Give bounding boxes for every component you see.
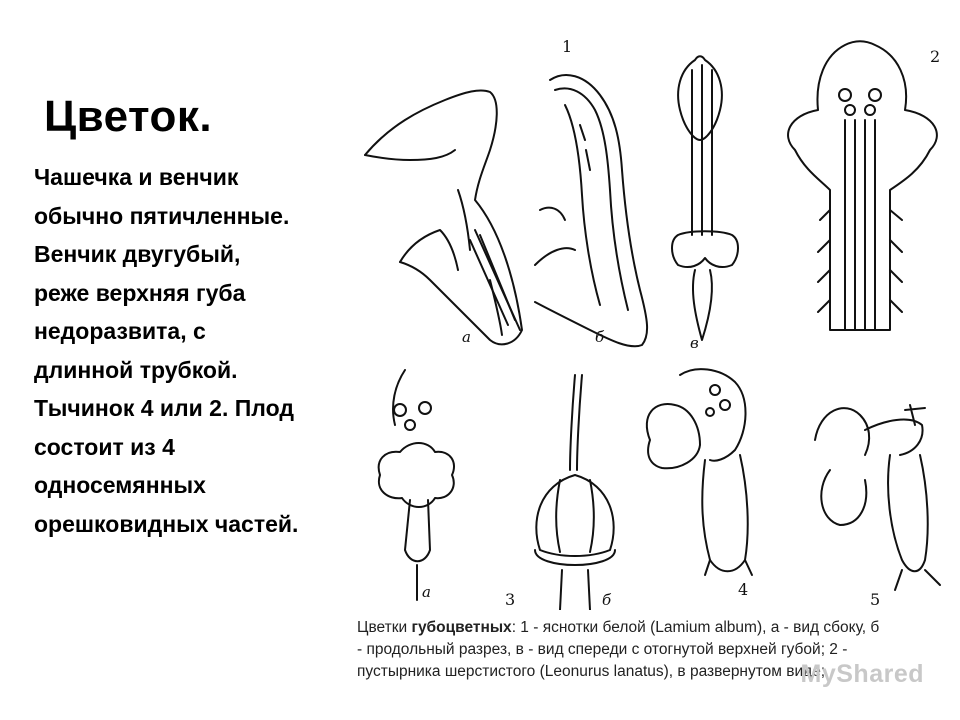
figure-number-2: 2 bbox=[930, 47, 941, 66]
fruit-3b bbox=[535, 375, 615, 610]
body-line: Венчик двугубый, bbox=[34, 241, 241, 267]
flower-4 bbox=[647, 369, 752, 575]
figure-number-3: 3 bbox=[505, 590, 516, 609]
body-line: орешковидных частей. bbox=[34, 510, 299, 537]
slide-title: Цветок. bbox=[44, 92, 213, 141]
body-line: Чашечка и венчик bbox=[34, 164, 239, 190]
figure-label-a-top: а bbox=[462, 328, 471, 346]
flower-3a bbox=[379, 370, 454, 600]
flower-1b-section bbox=[535, 75, 647, 346]
caption-line-3: пустырника шерстистого (Leonurus lanatus), в развернутом виде; bbox=[357, 663, 826, 680]
caption-line-1-rest: : 1 - яснотки белой (Lamium album), а - вид сбоку, б bbox=[511, 619, 880, 636]
figure-label-a-bottom: а bbox=[422, 583, 431, 601]
flower-illustration bbox=[350, 30, 960, 610]
slide-body-text bbox=[34, 158, 364, 543]
body-line: длинной трубкой. bbox=[34, 356, 238, 383]
body-line: реже верхняя губа bbox=[34, 279, 246, 306]
caption-line-2: - продольный разрез, в - вид спереди с отогнутой верхней губой; 2 - bbox=[357, 641, 848, 658]
caption-bold-term: губоцветных bbox=[411, 619, 512, 636]
figure-label-b-bottom: б bbox=[602, 591, 612, 609]
flower-1v-front-view bbox=[672, 56, 738, 340]
body-line: односемянных bbox=[34, 472, 206, 498]
body-line: недоразвита, с bbox=[34, 318, 206, 344]
flower-5 bbox=[815, 405, 940, 590]
flower-2-spread bbox=[788, 41, 937, 330]
figure-number-1: 1 bbox=[562, 37, 573, 56]
figure-number-4: 4 bbox=[738, 580, 749, 599]
caption-line-1 bbox=[357, 617, 957, 639]
watermark: MyShared bbox=[800, 660, 924, 688]
figure-number-5: 5 bbox=[870, 590, 881, 609]
body-line: состоит из 4 bbox=[34, 433, 175, 460]
figure-label-b-top: б bbox=[595, 328, 605, 346]
body-line: Тычинок 4 или 2. Плод bbox=[34, 395, 294, 421]
body-line: обычно пятичленные. bbox=[34, 202, 290, 229]
flower-1a-side-view bbox=[365, 90, 522, 344]
figure-label-v-top: в bbox=[690, 334, 699, 352]
caption-prefix: Цветки bbox=[357, 619, 412, 636]
